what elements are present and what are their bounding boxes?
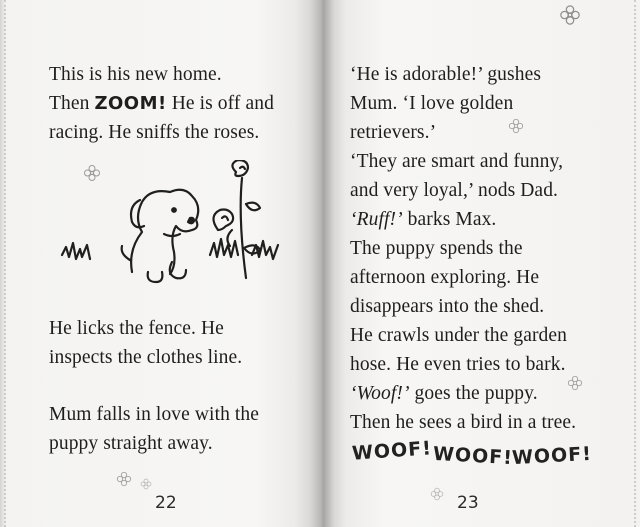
text-fragment: goes the puppy. xyxy=(409,383,538,404)
text-line: puppy straight away. xyxy=(49,433,213,454)
page-number: 22 xyxy=(155,493,177,513)
text-line xyxy=(49,89,274,118)
text-line: retrievers.’ xyxy=(350,122,437,143)
flower-doodle-icon xyxy=(430,487,444,501)
text-line: The puppy spends the xyxy=(350,238,523,259)
text-line: afternoon exploring. He xyxy=(350,267,540,288)
text-line: Then he sees a bird in a tree. xyxy=(350,412,577,433)
text-line: He crawls under the garden xyxy=(350,325,568,346)
text-line: and very loyal,’ nods Dad. xyxy=(350,180,559,201)
text-line xyxy=(350,379,576,408)
woof-word: WOOF! xyxy=(351,437,433,465)
text-line: ‘He is adorable!’ gushes xyxy=(350,64,542,85)
text-fragment: Then xyxy=(49,93,95,114)
text-line: Mum. ‘I love golden xyxy=(350,93,514,114)
left-paragraph-1 xyxy=(49,60,274,147)
text-line: hose. He even tries to bark. xyxy=(350,354,566,375)
flower-doodle-icon xyxy=(116,471,132,487)
text-fragment: barks Max. xyxy=(402,209,497,230)
text-fragment: He is off and xyxy=(171,93,274,114)
puppy-and-rose-illustration xyxy=(60,160,290,295)
text-line: This is his new home. xyxy=(49,64,222,85)
text-line: Mum falls in love with the xyxy=(49,404,260,425)
text-line xyxy=(350,205,576,234)
page-number: 23 xyxy=(457,493,479,513)
text-line: racing. He sniffs the roses. xyxy=(49,122,260,143)
woof-sound: ‘Woof!’ xyxy=(350,383,410,404)
woof-word: WOOF! xyxy=(511,442,593,470)
woof-word: WOOF! xyxy=(432,442,514,470)
right-page xyxy=(320,0,640,527)
flower-doodle-icon xyxy=(559,4,581,26)
ruff-sound: ‘Ruff!’ xyxy=(350,209,403,230)
text-line: ‘They are smart and funny, xyxy=(350,151,564,172)
zoom-word: ZOOM! xyxy=(94,93,167,114)
left-paragraph-2 xyxy=(49,314,242,372)
right-paragraph xyxy=(350,60,576,437)
text-line: He licks the fence. He xyxy=(49,318,224,339)
left-paragraph-3 xyxy=(49,400,259,458)
text-line: disappears into the shed. xyxy=(350,296,545,317)
flower-doodle-icon xyxy=(140,478,152,490)
text-line: inspects the clothes line. xyxy=(49,347,243,368)
